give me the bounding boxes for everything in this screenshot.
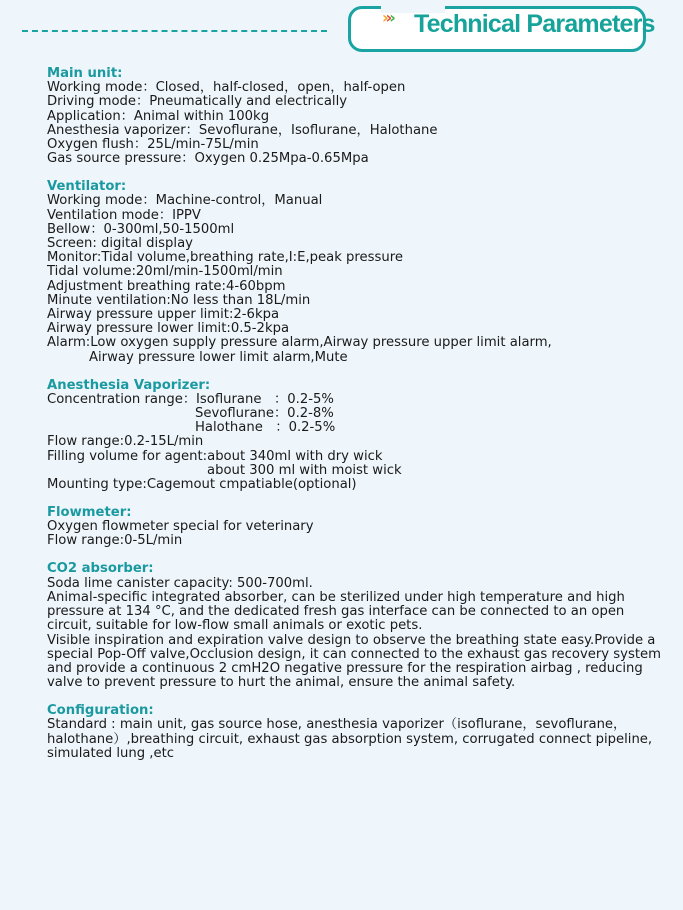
spec-paragraph: Standard : main unit, gas source hose, anesthesia vaporizer（isoflurane，sevoflurane，halothane）,breathing circuit, exhaust gas absorption system, corrugated connect pipeline, simulated lung ,etc (47, 717, 653, 761)
spec-line: Concentration range：Isoflurane ：0.2-5% (47, 391, 334, 407)
spec-line: Oxygen flush：25L/min-75L/min (47, 137, 259, 153)
spec-line: Filling volume for agent:about 340ml with dry wick (47, 448, 383, 464)
spec-line: Driving mode：Pneumatically and electrically (47, 94, 348, 110)
spec-line: Working mode：Closed，half-closed，open，half-open (47, 80, 406, 96)
spec-line: Screen: digital display (47, 236, 193, 252)
spec-line: Soda lime canister capacity: 500-700ml. (47, 575, 313, 591)
section-title: Ventilator: (47, 179, 127, 195)
spec-line: Flow range:0-5L/min (47, 533, 183, 549)
spec-line: Airway pressure lower limit alarm,Mute (89, 349, 348, 365)
section-anesthesia-vaporizer (47, 379, 667, 493)
section-configuration (47, 704, 667, 761)
spec-line: about 300 ml with moist wick (207, 462, 402, 478)
section-title: Anesthesia Vaporizer: (47, 377, 211, 393)
spec-line: Halothane ：0.2-5% (195, 420, 336, 436)
chevron-arrows-icon: ››› (382, 8, 393, 27)
spec-line: Gas source pressure：Oxygen 0.25Mpa-0.65Mpa (47, 151, 369, 167)
spec-line: Sevoflurane：0.2-8% (195, 406, 334, 422)
spec-line: Adjustment breathing rate:4-60bpm (47, 278, 286, 294)
section-title: CO2 absorber: (47, 561, 154, 577)
spec-line: Bellow：0-300ml,50-1500ml (47, 221, 235, 237)
section-title: Flowmeter: (47, 505, 132, 521)
spec-paragraph: Animal-specific integrated absorber, can be sterilized under high temperature and high pressure at 134 °C, and the dedicated fresh gas interface can be connected to an open circuit, suitable for low-flow small animals or exotic pets. (47, 589, 625, 634)
spec-line: Airway pressure lower limit:0.5-2kpa (47, 321, 290, 337)
section-flowmeter (47, 506, 667, 549)
spec-line: Tidal volume:20ml/min-1500ml/min (47, 264, 283, 280)
spec-line: Monitor:Tidal volume,breathing rate,I:E,peak pressure (47, 250, 404, 266)
section-title: Configuration: (47, 703, 154, 719)
spec-line: Minute ventilation:No less than 18L/min (47, 292, 311, 308)
spec-line: Application：Animal within 100kg (47, 108, 270, 124)
spec-line: Alarm:Low oxygen supply pressure alarm,Airway pressure upper limit alarm, (47, 335, 552, 351)
spec-content (47, 67, 667, 775)
spec-line: Ventilation mode：IPPV (47, 207, 201, 223)
spec-line: Oxygen flowmeter special for veterinary (47, 519, 314, 535)
spec-line: Mounting type:Cagemout cmpatiable(optional) (47, 477, 357, 493)
spec-line: Flow range:0.2-15L/min (47, 434, 204, 450)
section-main-unit (47, 67, 667, 166)
page-title: Technical Parameters (414, 10, 655, 38)
header-dashed-line (22, 30, 327, 32)
section-title: Main unit: (47, 66, 123, 81)
spec-line: Anesthesia vaporizer：Sevoflurane，Isoflurane，Halothane (47, 122, 438, 138)
spec-line: Airway pressure upper limit:2-6kpa (47, 307, 280, 323)
section-ventilator (47, 180, 667, 365)
spec-line: Working mode：Machine-control，Manual (47, 193, 323, 209)
section-co2-absorber (47, 562, 667, 690)
spec-paragraph: Visible inspiration and expiration valve design to observe the breathing state easy.Provide a special Pop-Off valve,Occlusion design, it can connected to the exhaust gas recovery system and provide a continuous 2 cmH2O negative pressure for the respiration airbag , reducing valve to prevent pressure to hurt the animal, ensure the animal safety. (47, 632, 661, 691)
